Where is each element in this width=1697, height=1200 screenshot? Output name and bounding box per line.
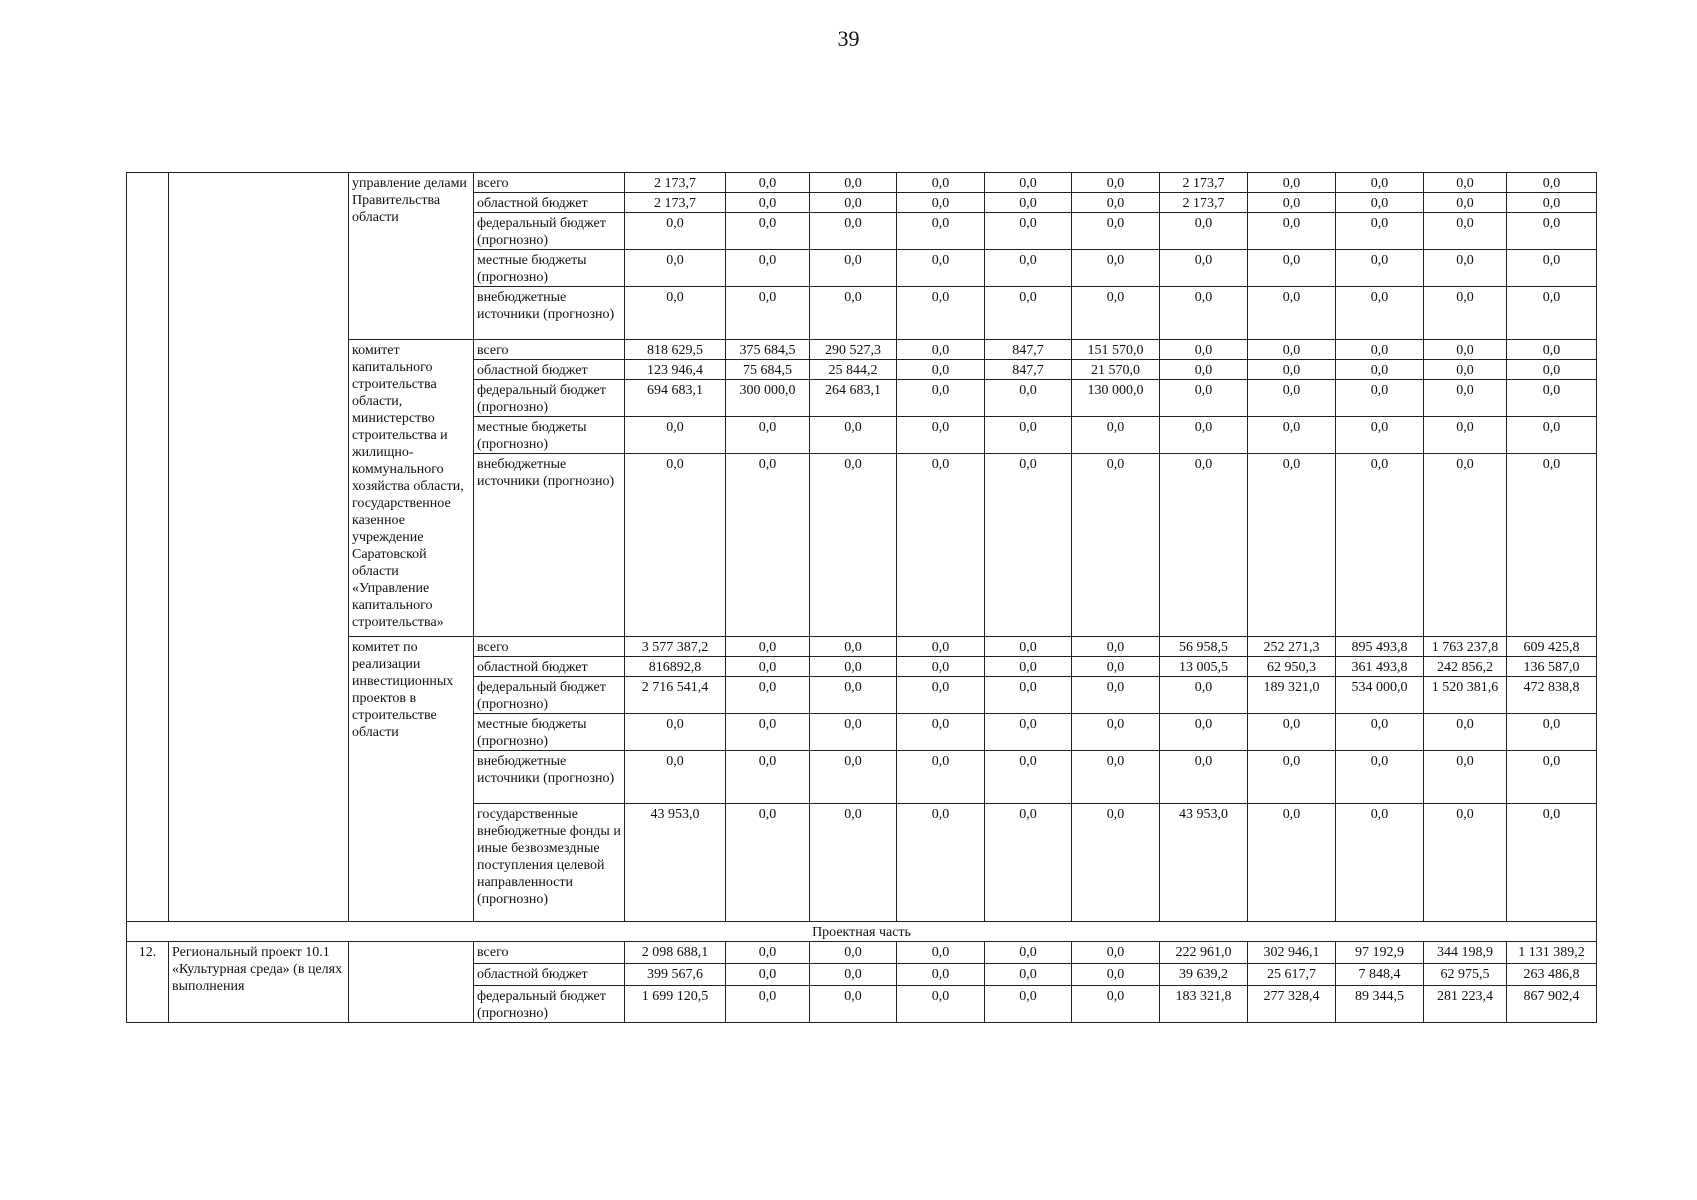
value-cell: 0,0	[897, 637, 985, 657]
value-cell: 0,0	[1072, 986, 1160, 1023]
source-label: федеральный бюджет (прогнозно)	[474, 986, 625, 1023]
value-cell: 0,0	[1424, 193, 1507, 213]
value-cell: 0,0	[985, 193, 1072, 213]
value-cell: 43 953,0	[1160, 804, 1248, 922]
value-cell: 0,0	[1160, 340, 1248, 360]
value-cell: 0,0	[810, 677, 897, 714]
value-cell: 0,0	[897, 964, 985, 986]
value-cell: 0,0	[985, 380, 1072, 417]
value-cell: 0,0	[1248, 380, 1336, 417]
value-cell: 0,0	[810, 804, 897, 922]
source-label: федеральный бюджет (прогнозно)	[474, 677, 625, 714]
value-cell: 361 493,8	[1336, 657, 1424, 677]
value-cell: 0,0	[985, 213, 1072, 250]
value-cell: 0,0	[1424, 804, 1507, 922]
value-cell: 0,0	[897, 751, 985, 804]
project-name: Региональный проект 10.1 «Культурная среда» (в целях выполнения	[169, 942, 349, 1023]
value-cell: 0,0	[810, 213, 897, 250]
value-cell: 0,0	[1507, 714, 1597, 751]
value-cell: 0,0	[810, 193, 897, 213]
value-cell: 0,0	[897, 986, 985, 1023]
value-cell: 0,0	[1072, 250, 1160, 287]
value-cell: 0,0	[1160, 287, 1248, 340]
value-cell: 0,0	[1424, 250, 1507, 287]
value-cell: 375 684,5	[726, 340, 810, 360]
value-cell: 62 975,5	[1424, 964, 1507, 986]
value-cell: 0,0	[726, 751, 810, 804]
value-cell: 0,0	[1248, 714, 1336, 751]
value-cell: 97 192,9	[1336, 942, 1424, 964]
value-cell: 0,0	[810, 714, 897, 751]
value-cell: 0,0	[897, 193, 985, 213]
value-cell: 0,0	[1160, 751, 1248, 804]
value-cell: 0,0	[726, 964, 810, 986]
value-cell: 1 699 120,5	[625, 986, 726, 1023]
source-label: федеральный бюджет (прогнозно)	[474, 213, 625, 250]
value-cell: 0,0	[1248, 804, 1336, 922]
value-cell: 0,0	[897, 417, 985, 454]
value-cell: 0,0	[1072, 287, 1160, 340]
value-cell: 0,0	[726, 804, 810, 922]
value-cell: 0,0	[1424, 213, 1507, 250]
table-row	[127, 922, 1597, 942]
value-cell: 0,0	[1248, 193, 1336, 213]
table-row	[127, 942, 1597, 964]
value-cell: 264 683,1	[810, 380, 897, 417]
value-cell: 2 173,7	[625, 193, 726, 213]
value-cell: 0,0	[897, 454, 985, 637]
value-cell: 867 902,4	[1507, 986, 1597, 1023]
value-cell: 0,0	[985, 964, 1072, 986]
value-cell: 2 173,7	[1160, 193, 1248, 213]
value-cell: 0,0	[897, 340, 985, 360]
value-cell: 0,0	[1160, 380, 1248, 417]
value-cell: 0,0	[985, 677, 1072, 714]
value-cell: 0,0	[1507, 360, 1597, 380]
value-cell: 694 683,1	[625, 380, 726, 417]
source-label: всего	[474, 942, 625, 964]
value-cell: 0,0	[1336, 454, 1424, 637]
value-cell: 136 587,0	[1507, 657, 1597, 677]
table-row	[127, 173, 1597, 193]
source-label: внебюджетные источники (прогнозно)	[474, 287, 625, 340]
value-cell: 2 098 688,1	[625, 942, 726, 964]
value-cell: 0,0	[1336, 714, 1424, 751]
value-cell: 344 198,9	[1424, 942, 1507, 964]
value-cell: 0,0	[1248, 287, 1336, 340]
page-number: 39	[837, 26, 860, 51]
value-cell: 0,0	[726, 677, 810, 714]
value-cell: 0,0	[810, 964, 897, 986]
source-label: всего	[474, 637, 625, 657]
value-cell: 0,0	[1336, 213, 1424, 250]
value-cell: 0,0	[1160, 360, 1248, 380]
value-cell: 0,0	[897, 804, 985, 922]
value-cell: 0,0	[985, 751, 1072, 804]
value-cell: 818 629,5	[625, 340, 726, 360]
value-cell: 0,0	[1160, 417, 1248, 454]
value-cell: 0,0	[1072, 942, 1160, 964]
value-cell: 0,0	[897, 250, 985, 287]
executor-cell-empty	[349, 942, 474, 1023]
value-cell: 0,0	[1072, 173, 1160, 193]
value-cell: 25 617,7	[1248, 964, 1336, 986]
value-cell: 1 763 237,8	[1424, 637, 1507, 657]
value-cell: 0,0	[985, 454, 1072, 637]
value-cell: 0,0	[810, 751, 897, 804]
value-cell: 0,0	[1424, 751, 1507, 804]
value-cell: 2 716 541,4	[625, 677, 726, 714]
value-cell: 0,0	[985, 942, 1072, 964]
budget-table	[126, 172, 1597, 1023]
source-label: областной бюджет	[474, 193, 625, 213]
source-label: областной бюджет	[474, 657, 625, 677]
value-cell: 277 328,4	[1248, 986, 1336, 1023]
value-cell: 0,0	[1072, 751, 1160, 804]
value-cell: 3 577 387,2	[625, 637, 726, 657]
value-cell: 0,0	[726, 417, 810, 454]
source-label: местные бюджеты (прогнозно)	[474, 250, 625, 287]
value-cell: 0,0	[726, 942, 810, 964]
value-cell: 0,0	[810, 986, 897, 1023]
source-label: государственные внебюджетные фонды и иные безвозмездные поступления целевой направленности (прогнозно)	[474, 804, 625, 922]
value-cell: 0,0	[1507, 287, 1597, 340]
project-index: 12.	[127, 942, 169, 1023]
value-cell: 39 639,2	[1160, 964, 1248, 986]
source-label: внебюджетные источники (прогнозно)	[474, 751, 625, 804]
value-cell: 0,0	[810, 173, 897, 193]
value-cell: 0,0	[1248, 751, 1336, 804]
value-cell: 0,0	[985, 657, 1072, 677]
section-title: Проектная часть	[127, 922, 1597, 942]
value-cell: 0,0	[726, 173, 810, 193]
executor-cell: комитет капитального строительства области, министерство строительства и жилищно-коммунального хозяйства области, государственное казенное учреждение Саратовской области «Управление капитального строительства»	[349, 340, 474, 637]
value-cell: 0,0	[1072, 193, 1160, 213]
value-cell: 399 567,6	[625, 964, 726, 986]
value-cell: 0,0	[897, 173, 985, 193]
value-cell: 0,0	[810, 250, 897, 287]
value-cell: 2 173,7	[625, 173, 726, 193]
value-cell: 0,0	[625, 287, 726, 340]
budget-table-body	[127, 173, 1597, 1023]
value-cell: 25 844,2	[810, 360, 897, 380]
value-cell: 847,7	[985, 340, 1072, 360]
value-cell: 0,0	[1507, 417, 1597, 454]
value-cell: 0,0	[726, 657, 810, 677]
value-cell: 0,0	[985, 804, 1072, 922]
value-cell: 0,0	[1072, 804, 1160, 922]
value-cell: 0,0	[897, 360, 985, 380]
value-cell: 242 856,2	[1424, 657, 1507, 677]
value-cell: 0,0	[1072, 637, 1160, 657]
value-cell: 0,0	[1336, 287, 1424, 340]
value-cell: 0,0	[726, 213, 810, 250]
value-cell: 0,0	[1336, 250, 1424, 287]
value-cell: 0,0	[1507, 250, 1597, 287]
value-cell: 0,0	[1336, 193, 1424, 213]
value-cell: 0,0	[1160, 677, 1248, 714]
value-cell: 895 493,8	[1336, 637, 1424, 657]
value-cell: 0,0	[985, 173, 1072, 193]
value-cell: 0,0	[810, 942, 897, 964]
value-cell: 123 946,4	[625, 360, 726, 380]
value-cell: 0,0	[1336, 340, 1424, 360]
value-cell: 130 000,0	[1072, 380, 1160, 417]
value-cell: 0,0	[1507, 751, 1597, 804]
value-cell: 0,0	[897, 714, 985, 751]
value-cell: 300 000,0	[726, 380, 810, 417]
value-cell: 0,0	[1336, 360, 1424, 380]
value-cell: 0,0	[726, 287, 810, 340]
value-cell: 0,0	[726, 454, 810, 637]
value-cell: 1 520 381,6	[1424, 677, 1507, 714]
value-cell: 534 000,0	[1336, 677, 1424, 714]
value-cell: 472 838,8	[1507, 677, 1597, 714]
value-cell: 0,0	[1507, 454, 1597, 637]
value-cell: 75 684,5	[726, 360, 810, 380]
value-cell: 0,0	[897, 380, 985, 417]
executor-cell: комитет по реализации инвестиционных проектов в строительстве области	[349, 637, 474, 922]
value-cell: 0,0	[1072, 714, 1160, 751]
value-cell: 0,0	[897, 213, 985, 250]
value-cell: 0,0	[985, 417, 1072, 454]
source-label: внебюджетные источники (прогнозно)	[474, 454, 625, 637]
value-cell: 0,0	[1248, 213, 1336, 250]
value-cell: 0,0	[726, 714, 810, 751]
value-cell: 222 961,0	[1160, 942, 1248, 964]
value-cell: 0,0	[1248, 340, 1336, 360]
value-cell: 0,0	[1248, 173, 1336, 193]
value-cell: 0,0	[1248, 417, 1336, 454]
value-cell: 0,0	[625, 250, 726, 287]
index-cell-empty	[127, 173, 169, 922]
value-cell: 0,0	[1072, 417, 1160, 454]
value-cell: 0,0	[985, 250, 1072, 287]
value-cell: 0,0	[1507, 804, 1597, 922]
value-cell: 281 223,4	[1424, 986, 1507, 1023]
value-cell: 183 321,8	[1160, 986, 1248, 1023]
value-cell: 0,0	[985, 986, 1072, 1023]
value-cell: 0,0	[810, 417, 897, 454]
value-cell: 0,0	[726, 986, 810, 1023]
value-cell: 0,0	[1507, 213, 1597, 250]
name-cell-empty	[169, 173, 349, 922]
value-cell: 609 425,8	[1507, 637, 1597, 657]
value-cell: 847,7	[985, 360, 1072, 380]
value-cell: 0,0	[1248, 250, 1336, 287]
value-cell: 0,0	[985, 637, 1072, 657]
value-cell: 0,0	[1507, 380, 1597, 417]
value-cell: 189 321,0	[1248, 677, 1336, 714]
value-cell: 0,0	[1507, 193, 1597, 213]
value-cell: 0,0	[1424, 380, 1507, 417]
value-cell: 0,0	[1424, 714, 1507, 751]
value-cell: 0,0	[625, 751, 726, 804]
value-cell: 0,0	[810, 454, 897, 637]
value-cell: 0,0	[1072, 213, 1160, 250]
value-cell: 13 005,5	[1160, 657, 1248, 677]
source-label: федеральный бюджет (прогнозно)	[474, 380, 625, 417]
value-cell: 0,0	[1160, 250, 1248, 287]
value-cell: 0,0	[726, 637, 810, 657]
value-cell: 0,0	[625, 417, 726, 454]
value-cell: 290 527,3	[810, 340, 897, 360]
value-cell: 0,0	[726, 193, 810, 213]
value-cell: 56 958,5	[1160, 637, 1248, 657]
source-label: всего	[474, 173, 625, 193]
executor-cell: управление делами Правительства области	[349, 173, 474, 340]
value-cell: 0,0	[897, 942, 985, 964]
value-cell: 0,0	[1424, 340, 1507, 360]
value-cell: 1 131 389,2	[1507, 942, 1597, 964]
value-cell: 0,0	[1160, 454, 1248, 637]
value-cell: 0,0	[1072, 964, 1160, 986]
source-label: всего	[474, 340, 625, 360]
value-cell: 263 486,8	[1507, 964, 1597, 986]
value-cell: 2 173,7	[1160, 173, 1248, 193]
value-cell: 0,0	[810, 637, 897, 657]
value-cell: 0,0	[1160, 213, 1248, 250]
value-cell: 0,0	[625, 454, 726, 637]
value-cell: 89 344,5	[1336, 986, 1424, 1023]
value-cell: 252 271,3	[1248, 637, 1336, 657]
value-cell: 0,0	[1507, 340, 1597, 360]
value-cell: 0,0	[1336, 380, 1424, 417]
value-cell: 0,0	[985, 287, 1072, 340]
value-cell: 0,0	[1424, 360, 1507, 380]
value-cell: 0,0	[1336, 804, 1424, 922]
value-cell: 0,0	[625, 213, 726, 250]
value-cell: 62 950,3	[1248, 657, 1336, 677]
value-cell: 816892,8	[625, 657, 726, 677]
value-cell: 0,0	[1248, 360, 1336, 380]
value-cell: 0,0	[897, 677, 985, 714]
source-label: местные бюджеты (прогнозно)	[474, 714, 625, 751]
value-cell: 0,0	[1336, 173, 1424, 193]
value-cell: 0,0	[1072, 657, 1160, 677]
value-cell: 0,0	[810, 657, 897, 677]
value-cell: 0,0	[625, 714, 726, 751]
value-cell: 151 570,0	[1072, 340, 1160, 360]
source-label: областной бюджет	[474, 964, 625, 986]
value-cell: 0,0	[1072, 677, 1160, 714]
value-cell: 0,0	[1424, 417, 1507, 454]
value-cell: 0,0	[1248, 454, 1336, 637]
value-cell: 0,0	[1424, 287, 1507, 340]
value-cell: 0,0	[726, 250, 810, 287]
value-cell: 0,0	[1336, 751, 1424, 804]
value-cell: 0,0	[1507, 173, 1597, 193]
value-cell: 302 946,1	[1248, 942, 1336, 964]
value-cell: 0,0	[1336, 417, 1424, 454]
value-cell: 0,0	[897, 657, 985, 677]
value-cell: 0,0	[985, 714, 1072, 751]
value-cell: 0,0	[1424, 454, 1507, 637]
value-cell: 21 570,0	[1072, 360, 1160, 380]
value-cell: 0,0	[1160, 714, 1248, 751]
value-cell: 0,0	[1072, 454, 1160, 637]
value-cell: 7 848,4	[1336, 964, 1424, 986]
value-cell: 43 953,0	[625, 804, 726, 922]
source-label: местные бюджеты (прогнозно)	[474, 417, 625, 454]
value-cell: 0,0	[897, 287, 985, 340]
value-cell: 0,0	[810, 287, 897, 340]
value-cell: 0,0	[1424, 173, 1507, 193]
source-label: областной бюджет	[474, 360, 625, 380]
